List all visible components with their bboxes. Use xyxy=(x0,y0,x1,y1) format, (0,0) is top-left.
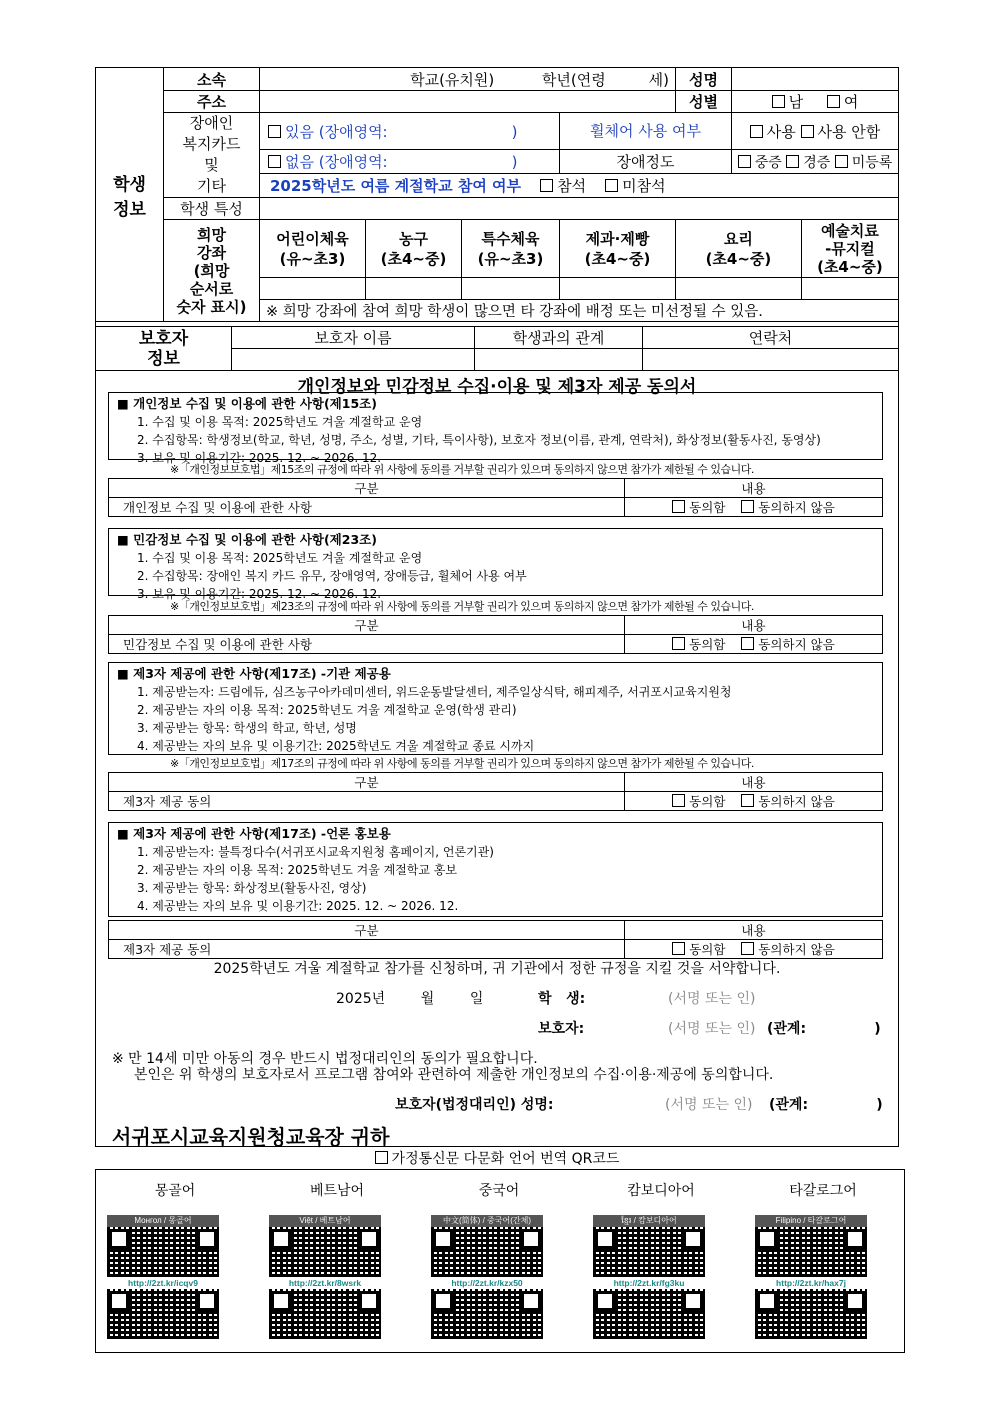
gender-label: 성별 xyxy=(676,91,732,113)
qr-code-icon xyxy=(593,1227,705,1277)
guardian-contact-field[interactable] xyxy=(643,349,899,371)
disagree-option[interactable]: 동의하지 않음 xyxy=(741,500,834,515)
checkbox-icon xyxy=(672,794,685,807)
qr-url[interactable]: http://2zt.kr/kzx50 xyxy=(451,1278,523,1288)
agree-option[interactable]: 동의함 xyxy=(672,942,725,957)
section-line: 1. 수집 및 이용 목적: 2025학년도 겨울 계절학교 운영 xyxy=(137,551,423,565)
qr-tag: ខ្មែរ / 캄보디아어 xyxy=(593,1215,705,1227)
course-header xyxy=(560,220,676,278)
qr-tag: Việt / 베트남어 xyxy=(269,1215,381,1227)
checkbox-icon xyxy=(672,500,685,513)
minor-note-consent: 본인은 위 학생의 보호자로서 프로그램 참여와 관련하여 제출한 개인정보의 수집·이용·제공에 동의합니다. xyxy=(134,1067,774,1083)
name-label: 성명 xyxy=(676,68,732,91)
course-rank-input[interactable] xyxy=(366,278,462,300)
qr-lang: 중국어 xyxy=(478,1183,520,1199)
guardian-name-header: 보호자 이름 xyxy=(232,327,475,349)
checkbox-icon xyxy=(835,155,848,168)
section-line: 2. 제공받는 자의 이용 목적: 2025학년도 겨울 계절학교 홍보 xyxy=(137,863,457,877)
qr-lang: 베트남어 xyxy=(309,1183,365,1199)
guardian-relation-field[interactable]: (관계: ) xyxy=(767,1021,881,1037)
disagree-option[interactable]: 동의하지 않음 xyxy=(741,637,834,652)
section-line: 3. 보유 및 이용기간: 2025. 12. ~ 2026. 12. xyxy=(137,587,382,601)
section-line: 4. 제공받는 자의 보유 및 이용기간: 2025학년도 겨울 계절학교 종료 시까지 xyxy=(137,739,535,753)
checkbox-icon xyxy=(605,179,618,192)
address-field[interactable] xyxy=(260,91,676,113)
qr-url[interactable]: http://2zt.kr/icqv9 xyxy=(128,1278,198,1288)
consent-note: ※「개인정보보호법」제17조의 규정에 따라 위 사항에 동의를 거부할 권리가 있으며 동의하지 않으면 참가가 제한될 수 있습니다. xyxy=(170,757,754,770)
consent-note: ※「개인정보보호법」제23조의 규정에 따라 위 사항에 동의를 거부할 권리가 있으며 동의하지 않으면 참가가 제한될 수 있습니다. xyxy=(170,600,754,613)
course-rank-input[interactable] xyxy=(676,278,802,300)
section-title: ■ 민감정보 수집 및 이용에 관한 사항(제23조) xyxy=(117,532,377,547)
course-name: 농구 xyxy=(399,229,428,248)
consent-note: ※「개인정보보호법」제15조의 규정에 따라 위 사항에 동의를 거부할 권리가 있으며 동의하지 않으면 참가가 제한될 수 있습니다. xyxy=(170,463,754,476)
section-line: 3. 보유 및 이용기간: 2025. 12. ~ 2026. 12. xyxy=(137,451,382,465)
row-label: 제3자 제공 동의 xyxy=(109,940,625,959)
card-no-option[interactable]: 없음 (장애영역: ) xyxy=(260,150,560,174)
checkbox-icon xyxy=(750,125,763,138)
qr-lang: 몽골어 xyxy=(154,1183,196,1199)
legal-guardian-sign-field[interactable]: (서명 또는 인) xyxy=(665,1097,753,1113)
checkbox-icon xyxy=(738,155,751,168)
consent-table-third-party-org xyxy=(108,772,883,811)
pledge-text: 2025학년도 겨울 계절학교 참가를 신청하며, 귀 기관에서 정한 규정을 지킬 것을 서약합니다. xyxy=(213,961,781,977)
wheelchair-nouse-option[interactable]: 사용 안함 xyxy=(801,123,881,141)
course-name: 제과·제빵 xyxy=(585,229,650,248)
qr-heading: 가정통신문 다문화 언어 번역 QR코드 xyxy=(95,1148,899,1168)
course-rank-input[interactable] xyxy=(560,278,676,300)
course-rank-input[interactable] xyxy=(801,278,898,300)
affiliation-field[interactable]: 학교(유치원) 학년(연령 세) xyxy=(260,68,676,91)
student-info-table xyxy=(95,67,899,322)
pledge-date: 2025년 월 일 xyxy=(336,991,484,1007)
consent-section-third-party-org xyxy=(108,662,883,755)
section-title: ■ 제3자 제공에 관한 사항(제17조) -기관 제공용 xyxy=(117,666,391,681)
qr-tag: 中文(简体) / 중국어(간체) xyxy=(431,1215,543,1227)
checkbox-icon xyxy=(672,637,685,650)
trait-field[interactable] xyxy=(260,198,899,220)
row-label: 제3자 제공 동의 xyxy=(109,792,625,811)
checkbox-icon xyxy=(801,125,814,138)
qr-card[interactable] xyxy=(593,1215,705,1339)
consent-table-third-party-press xyxy=(108,920,883,959)
agree-option[interactable]: 동의함 xyxy=(672,637,725,652)
summer-yes-option[interactable]: 참석 xyxy=(540,177,586,195)
course-grade: (초4~중) xyxy=(584,249,651,268)
guardian-relation-field[interactable] xyxy=(475,349,643,371)
degree-label: 장애정도 xyxy=(560,150,732,174)
qr-code-icon xyxy=(755,1289,867,1339)
summer-question: 2025학년도 여름 계절학교 참여 여부 xyxy=(270,177,522,195)
student-section-label: 학생 정보 xyxy=(96,68,164,322)
qr-lang: 캄보디아어 xyxy=(627,1183,695,1199)
disability-label: 장애인 복지카드 및 기타 xyxy=(164,113,260,198)
checkbox-icon xyxy=(741,500,754,513)
qr-code-icon xyxy=(269,1289,381,1339)
gender-male-option[interactable]: 남 xyxy=(772,93,804,111)
course-note: ※ 희망 강좌에 참여 희망 학생이 많으면 타 강좌에 배정 또는 미선정될 수 있음. xyxy=(260,300,899,322)
degree-severe-option[interactable]: 중증 xyxy=(738,155,782,171)
addressee: 서귀포시교육지원청교육장 귀하 xyxy=(112,1125,390,1149)
course-header xyxy=(801,220,898,278)
checkbox-icon xyxy=(786,155,799,168)
guardian-name-field[interactable] xyxy=(232,349,475,371)
guardian-relation-header: 학생과의 관계 xyxy=(475,327,643,349)
course-grade: (초4~중) xyxy=(380,249,447,268)
checkbox-icon xyxy=(827,95,840,108)
qr-code-icon xyxy=(107,1289,219,1339)
section-title: ■ 개인정보 수집 및 이용에 관한 사항(제15조) xyxy=(117,396,377,411)
checkbox-icon xyxy=(540,179,553,192)
degree-unreg-option[interactable]: 미등록 xyxy=(835,155,893,171)
qr-tag: Filipino / 타갈로그어 xyxy=(755,1215,867,1227)
section-line: 1. 수집 및 이용 목적: 2025학년도 겨울 계절학교 운영 xyxy=(137,415,423,429)
col-content: 내용 xyxy=(625,921,883,940)
section-line: 2. 수집항목: 장애인 복지 카드 유무, 장애영역, 장애등급, 휠체어 사용 여부 xyxy=(137,569,527,583)
qr-code-icon xyxy=(269,1227,381,1277)
course-header xyxy=(676,220,802,278)
course-header xyxy=(462,220,560,278)
col-category: 구분 xyxy=(109,479,625,498)
guardian-info-table xyxy=(95,326,899,371)
section-line: 1. 제공받는자: 불특정다수(서귀포시교육지원청 홈페이지, 언론기관) xyxy=(137,845,494,859)
qr-code-icon xyxy=(593,1289,705,1339)
course-grade: (초4~중) xyxy=(817,257,883,276)
checkbox-icon xyxy=(375,1151,388,1164)
checkbox-icon xyxy=(741,794,754,807)
col-content: 내용 xyxy=(625,773,883,792)
checkbox-icon xyxy=(672,942,685,955)
consent-section-third-party-press xyxy=(108,822,883,917)
student-sign-label: 학 생: xyxy=(538,991,586,1007)
disagree-option[interactable]: 동의하지 않음 xyxy=(741,794,834,809)
checkbox-icon xyxy=(772,95,785,108)
student-sign-field[interactable]: (서명 또는 인) xyxy=(668,991,756,1007)
agree-option[interactable]: 동의함 xyxy=(672,794,725,809)
minor-note: ※ 만 14세 미만 아동의 경우 반드시 법정대리인의 동의가 필요합니다. xyxy=(112,1051,538,1067)
summer-no-option[interactable]: 미참석 xyxy=(605,177,665,195)
checkbox-icon xyxy=(741,637,754,650)
course-name: 예술치료 -뮤지컬 xyxy=(820,221,879,258)
guardian-sign-label: 보호자: xyxy=(538,1021,585,1037)
course-header xyxy=(260,220,366,278)
section-line: 2. 수집항목: 학생정보(학교, 학년, 성명, 주소, 성별, 기타, 특이사항), 보호자 정보(이름, 관계, 연락처), 화상정보(활동사진, 동영상) xyxy=(137,433,821,447)
name-field[interactable] xyxy=(732,68,899,91)
legal-guardian-relation-field[interactable]: (관계: ) xyxy=(769,1097,883,1113)
guardian-section-label: 보호자 정보 xyxy=(96,327,232,371)
course-rank-input[interactable] xyxy=(260,278,366,300)
degree-mild-option[interactable]: 경증 xyxy=(786,155,830,171)
col-content: 내용 xyxy=(625,616,883,635)
qr-card[interactable] xyxy=(269,1215,381,1339)
col-category: 구분 xyxy=(109,616,625,635)
section-line: 1. 제공받는자: 드림에듀, 심즈농구아카데미센터, 위드운동발달센터, 제주일상식탁, 해피제주, 서귀포시교육지원청 xyxy=(137,685,732,699)
qr-card[interactable] xyxy=(107,1215,219,1339)
section-line: 4. 제공받는 자의 보유 및 이용기간: 2025. 12. ~ 2026. 12. xyxy=(137,899,459,913)
qr-code-icon xyxy=(431,1227,543,1277)
qr-code-icon xyxy=(107,1227,219,1277)
consent-table-sensitive xyxy=(108,615,883,654)
course-grade: (유~초3) xyxy=(279,249,346,268)
checkbox-icon xyxy=(741,942,754,955)
col-content: 내용 xyxy=(625,479,883,498)
qr-card[interactable] xyxy=(431,1215,543,1339)
affiliation-label: 소속 xyxy=(164,68,260,91)
consent-section-sensitive xyxy=(108,528,883,601)
row-label: 개인정보 수집 및 이용에 관한 사항 xyxy=(109,498,625,517)
qr-url[interactable]: http://2zt.kr/hax7j xyxy=(776,1278,846,1288)
course-header xyxy=(366,220,462,278)
checkbox-icon xyxy=(268,125,281,138)
card-yes-option[interactable]: 있음 (장애영역: ) xyxy=(260,113,560,150)
disagree-option[interactable]: 동의하지 않음 xyxy=(741,942,834,957)
section-title: ■ 제3자 제공에 관한 사항(제17조) -언론 홍보용 xyxy=(117,826,391,841)
consent-table-personal xyxy=(108,478,883,517)
checkbox-icon xyxy=(268,155,281,168)
col-category: 구분 xyxy=(109,921,625,940)
course-rank-input[interactable] xyxy=(462,278,560,300)
qr-tag: Монгол / 몽골어 xyxy=(107,1215,219,1227)
course-name: 어린이체육 xyxy=(276,229,349,248)
consent-title: 개인정보와 민감정보 수집·이용 및 제3자 제공 동의서 xyxy=(297,377,697,397)
wish-course-label: 희망 강좌 (희망 순서로 숫자 표시) xyxy=(164,220,260,322)
course-grade: (초4~중) xyxy=(705,249,772,268)
qr-url[interactable]: http://2zt.kr/8wsrk xyxy=(288,1278,362,1288)
guardian-contact-header: 연락처 xyxy=(643,327,899,349)
section-line: 2. 제공받는 자의 이용 목적: 2025학년도 겨울 계절학교 운영(학생 관리) xyxy=(137,703,517,717)
consent-section-personal xyxy=(108,392,883,465)
course-name: 특수체육 xyxy=(481,229,540,248)
guardian-sign-field[interactable]: (서명 또는 인) xyxy=(668,1021,756,1037)
qr-lang: 타갈로그어 xyxy=(789,1183,857,1199)
course-name: 요리 xyxy=(723,229,753,248)
course-grade: (유~초3) xyxy=(477,249,544,268)
section-line: 3. 제공받는 항목: 학생의 학교, 학년, 성명 xyxy=(137,721,357,735)
agree-option[interactable]: 동의함 xyxy=(672,500,725,515)
qr-code-icon xyxy=(431,1289,543,1339)
address-label: 주소 xyxy=(164,91,260,113)
qr-code-icon xyxy=(755,1227,867,1277)
trait-label: 학생 특성 xyxy=(164,198,260,220)
wheelchair-use-option[interactable]: 사용 xyxy=(750,123,796,141)
gender-female-option[interactable]: 여 xyxy=(827,93,859,111)
legal-guardian-label: 보호자(법정대리인) 성명: xyxy=(395,1097,554,1113)
section-line: 3. 제공받는 항목: 화상정보(활동사진, 영상) xyxy=(137,881,367,895)
row-label: 민감정보 수집 및 이용에 관한 사항 xyxy=(109,635,625,654)
wheelchair-label: 휠체어 사용 여부 xyxy=(560,113,732,150)
qr-card[interactable] xyxy=(755,1215,867,1339)
col-category: 구분 xyxy=(109,773,625,792)
qr-url[interactable]: http://2zt.kr/fg3ku xyxy=(613,1278,685,1288)
